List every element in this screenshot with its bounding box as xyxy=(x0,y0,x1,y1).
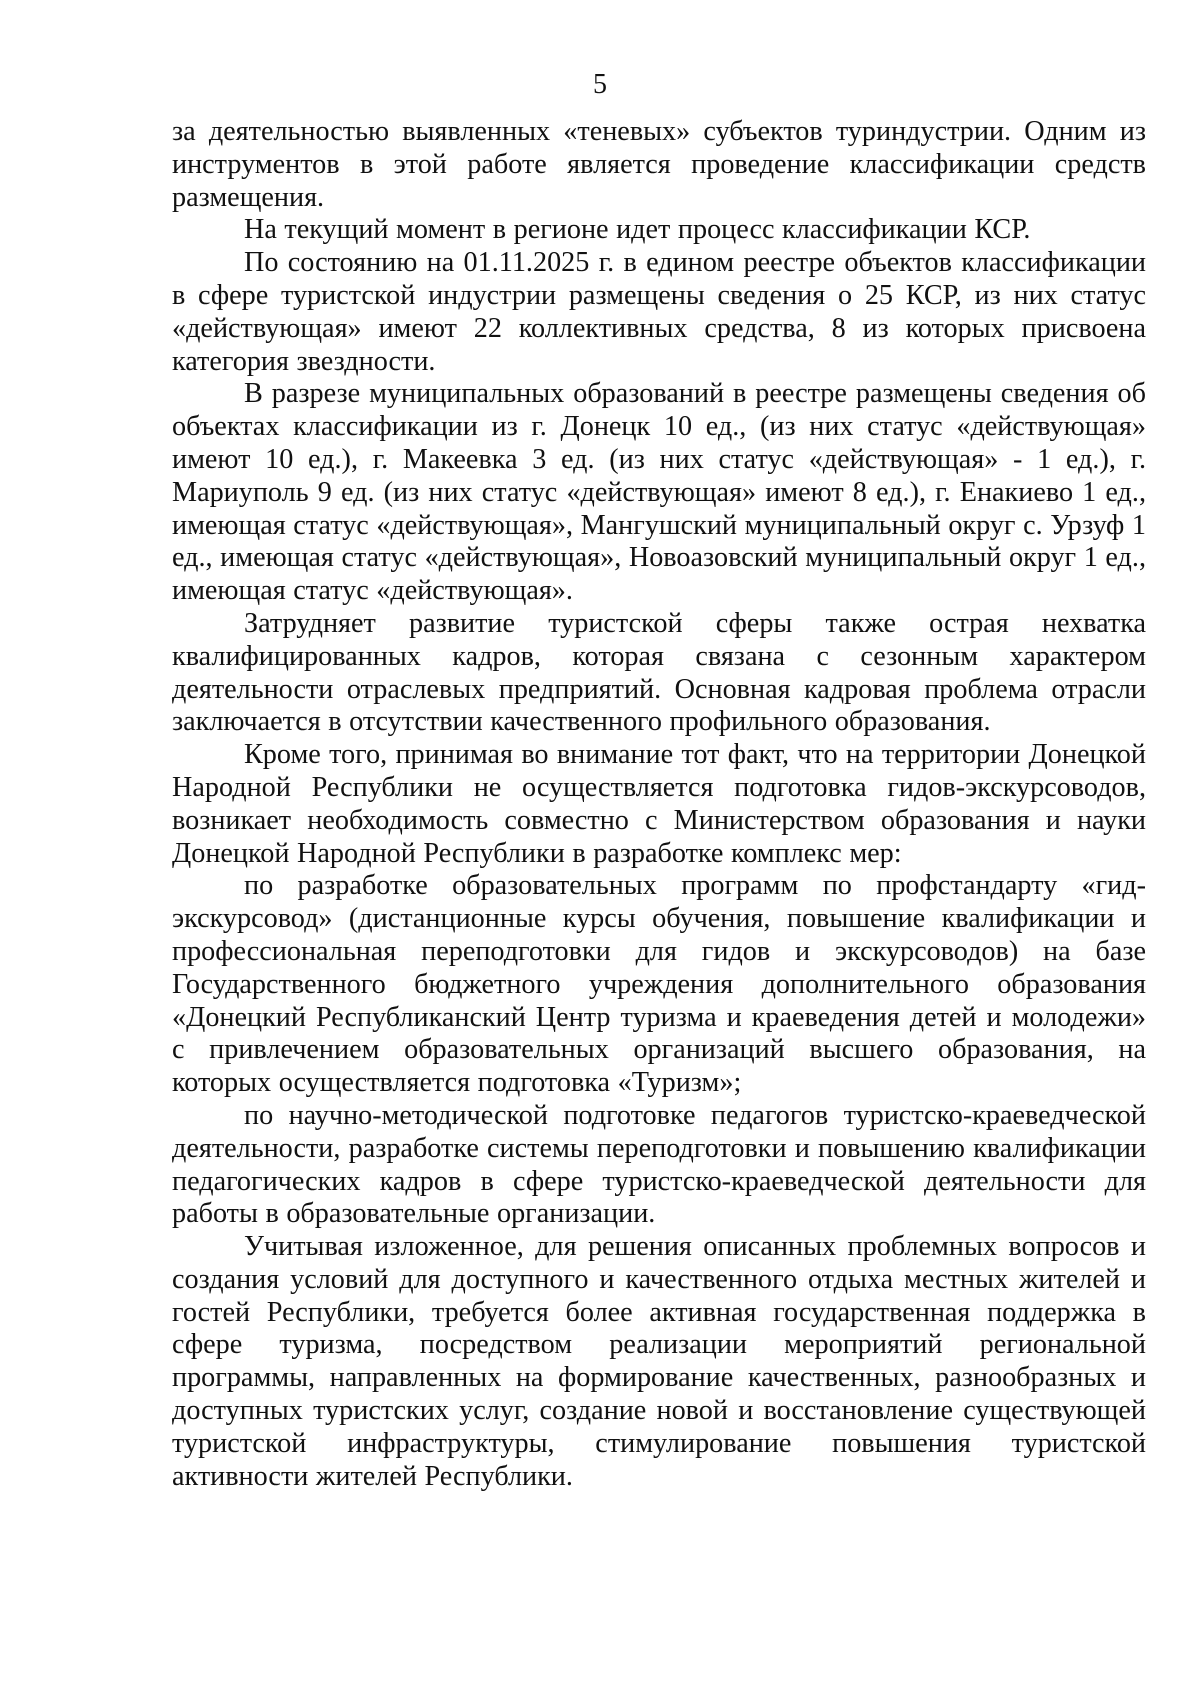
paragraph: за деятельностью выявленных «теневых» субъектов туриндустрии. Одним из инструментов в этой работе является проведение классификации средств размещения. xyxy=(172,116,1146,213)
paragraph: Затрудняет развитие туристской сферы также острая нехватка квалифицированных кадров, которая связана с сезонным характером деятельности отраслевых предприятий. Основная кадровая проблема отрасли заключается в отсутствии качественного профильного образования. xyxy=(172,607,1146,738)
paragraph: Учитывая изложенное, для решения описанных проблемных вопросов и создания условий для доступного и качественного отдыха местных жителей и гостей Республики, требуется более активная государственная поддержка в сфере туризма, посредством реализации мероприятий региональной программы, направленных на формирование качественных, разнообразных и доступных туристских услуг, создание новой и восстановление существующей туристской инфраструктуры, стимулирование повышения туристской активности жителей Республики. xyxy=(172,1231,1146,1492)
list-item-paragraph: по разработке образовательных программ по профстандарту «гид-экскурсовод» (дистанционные курсы обучения, повышение квалификации и профессиональная переподготовки для гидов и экскурсоводов) на базе Государственного бюджетного учреждения дополнительного образования «Донецкий Республиканский Центр туризма и краеведения детей и молодежи» с привлечением образовательных организаций высшего образования, на которых осуществляется подготовка «Туризм»; xyxy=(172,870,1146,1099)
list-item-paragraph: по научно-методической подготовке педагогов туристско-краеведческой деятельности, разработке системы переподготовки и повышению квалификации педагогических кадров в сфере туристско-краеведческой деятельности для работы в образовательные организации. xyxy=(172,1099,1146,1230)
paragraph: По состоянию на 01.11.2025 г. в едином реестре объектов классификации в сфере туристской индустрии размещены сведения о 25 КСР, из них статус «действующая» имеют 22 коллективных средства, 8 из которых присвоена категория звездности. xyxy=(172,247,1146,377)
paragraph: В разрезе муниципальных образований в реестре размещены сведения об объектах классификации из г. Донецк 10 ед., (из них статус «действующая» имеют 10 ед.), г. Макеевка 3 ед. (из них статус «действующая» - 1 ед.), г. Мариуполь 9 ед. (из них статус «действующая» имеют 8 ед.), г. Енакиево 1 ед., имеющая статус «действующая», Мангушский муниципальный округ с. Урзуф 1 ед., имеющая статус «действующая», Новоазовский муниципальный округ 1 ед., имеющая статус «действующая». xyxy=(172,378,1146,607)
paragraph: Кроме того, принимая во внимание тот факт, что на территории Донецкой Народной Республики не осуществляется подготовка гидов-экскурсоводов, возникает необходимость совместно с Министерством образования и науки Донецкой Народной Республики в разработке комплекс мер: xyxy=(172,739,1146,869)
document-body xyxy=(172,116,1146,1493)
paragraph: На текущий момент в регионе идет процесс классификации КСР. xyxy=(244,214,1031,246)
page-number: 5 xyxy=(593,69,607,100)
